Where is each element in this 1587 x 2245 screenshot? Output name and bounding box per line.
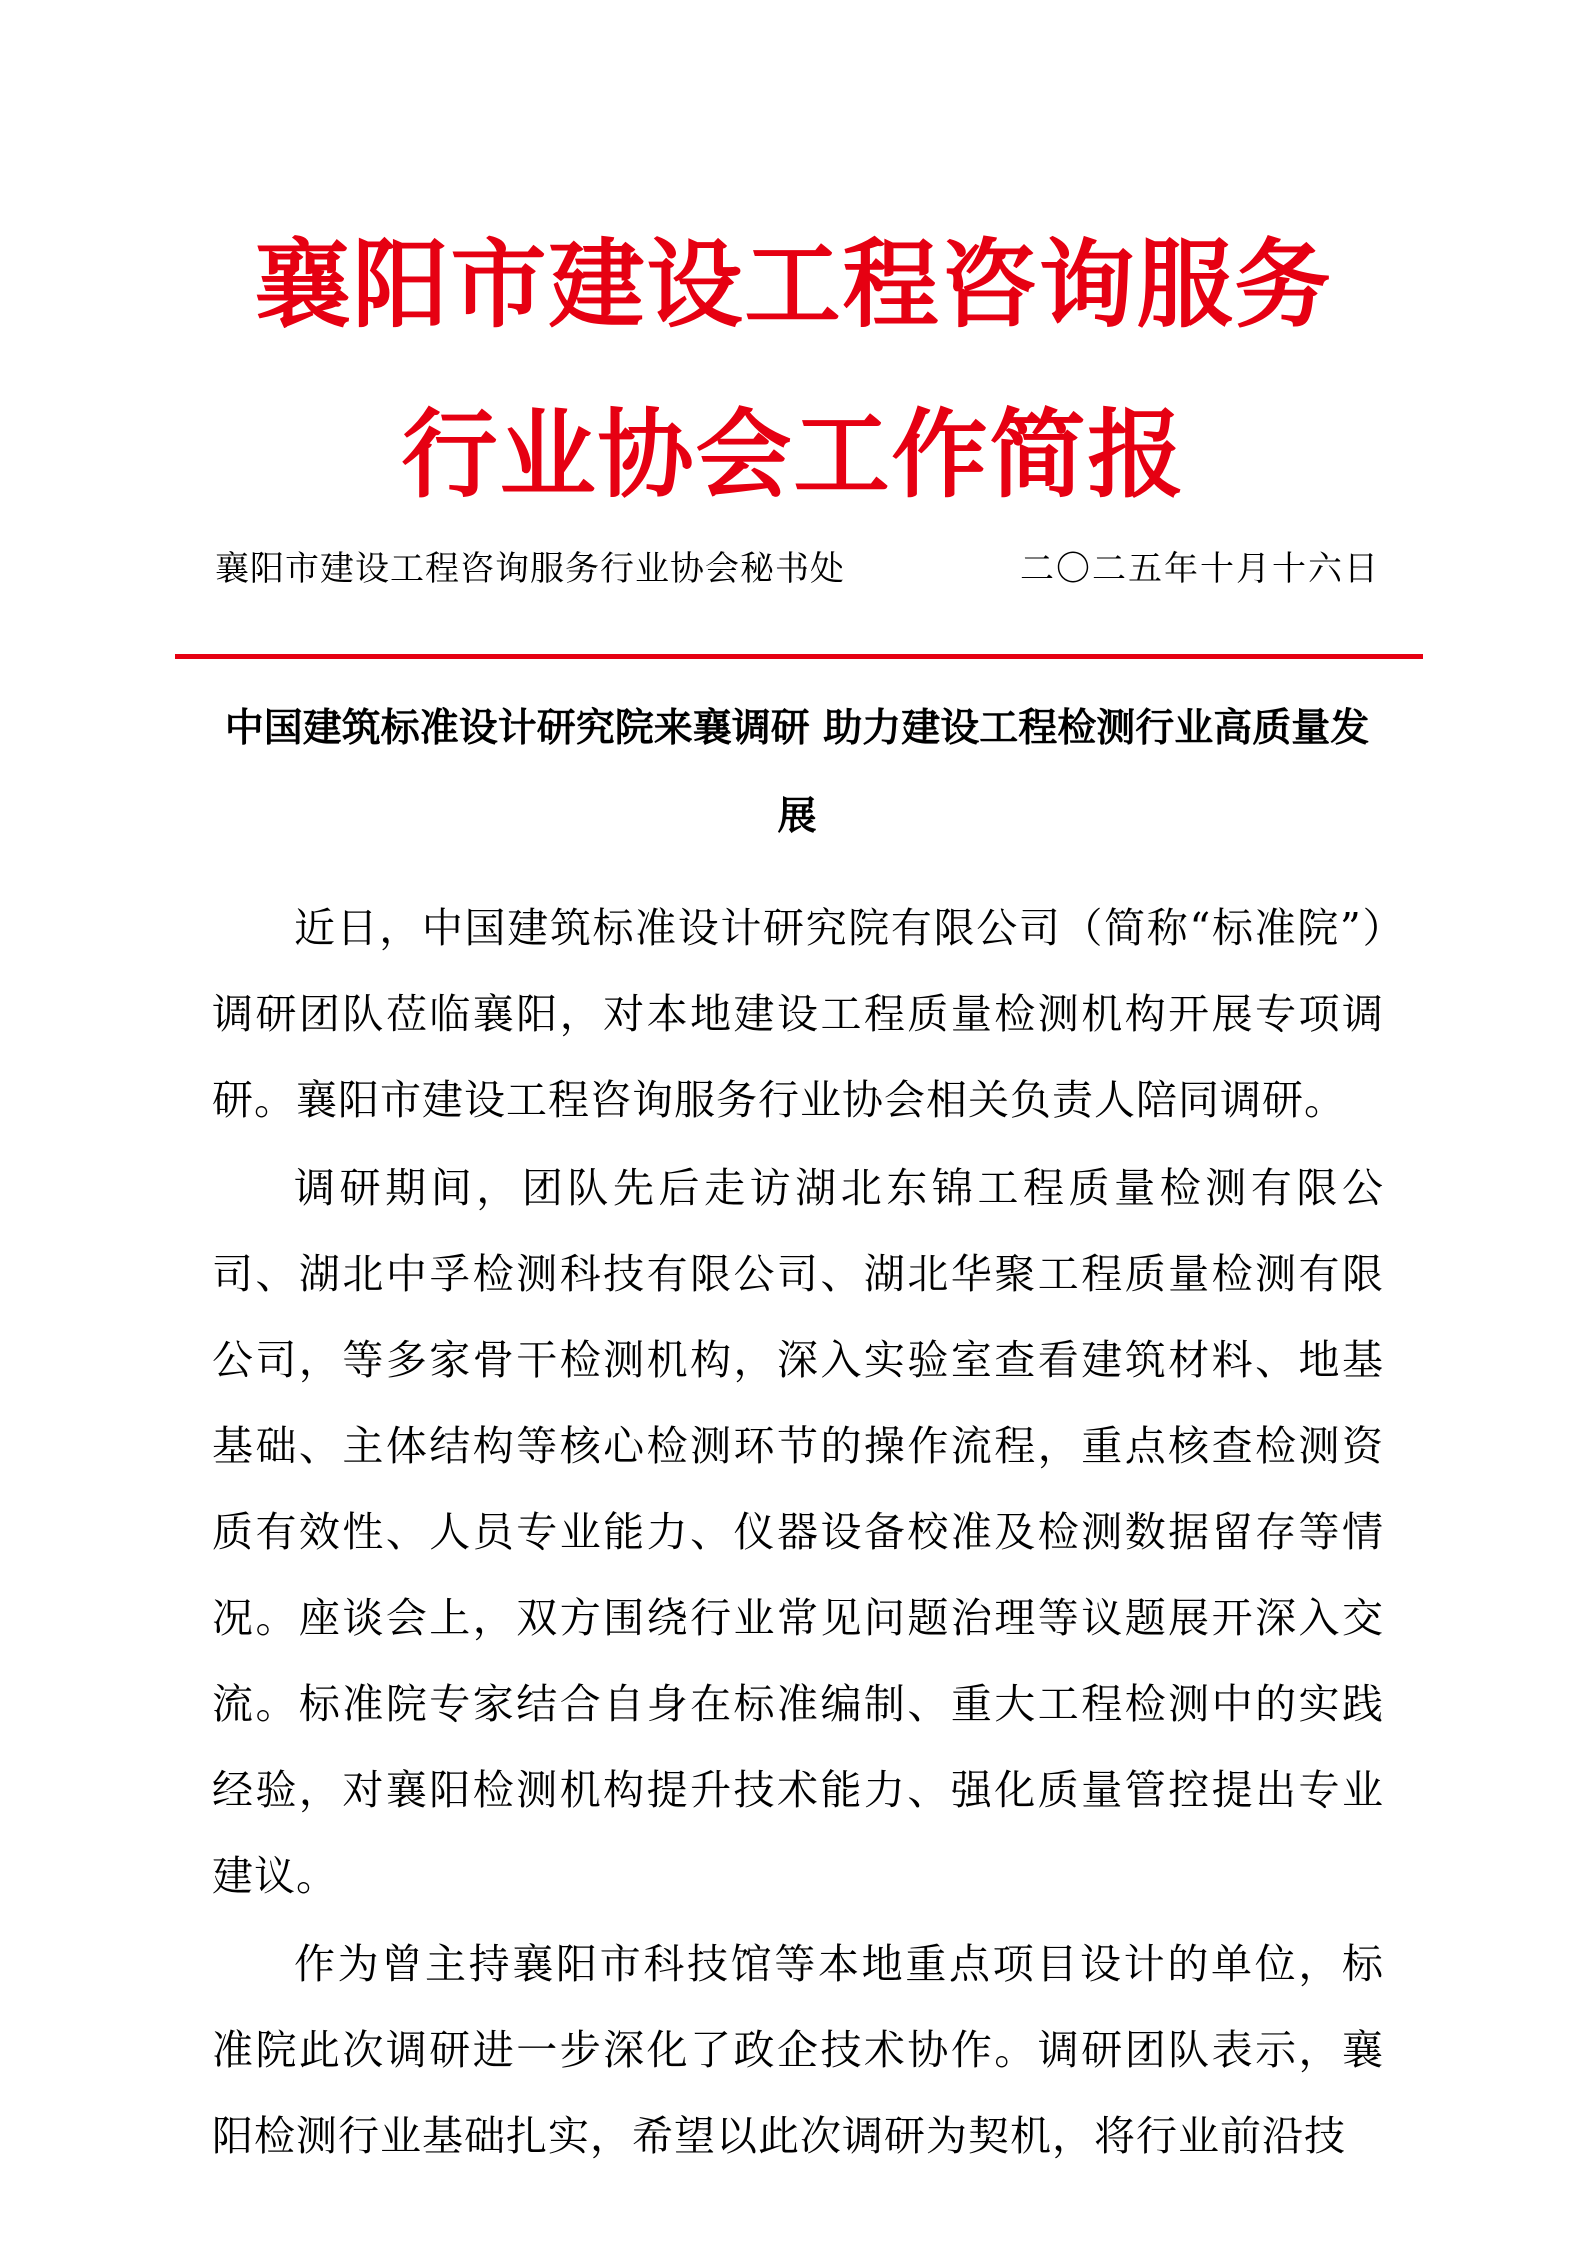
red-divider [175,654,1423,659]
article-body [212,885,1384,2181]
issuer-line [215,543,1380,595]
paragraph: 作为曾主持襄阳市科技馆等本地重点项目设计的单位，标准院此次调研进一步深化了政企技术协作。调研团队表示，襄阳检测行业基础扎实，希望以此次调研为契机，将行业前沿技 [212,1940,1384,2160]
paragraph: 调研期间，团队先后走访湖北东锦工程质量检测有限公司、湖北中孚检测科技有限公司、湖北华聚工程质量检测有限公司，等多家骨干检测机构，深入实验室查看建筑材料、地基基础、主体结构等核心检测环节的操作流程，重点核查检测资质有效性、人员专业能力、仪器设备校准及检测数据留存等情况。座谈会上，双方围绕行业常见问题治理等议题展开深入交流。标准院专家结合自身在标准编制、重大工程检测中的实践经验，对襄阳检测机构提升技术能力、强化质量管控提出专业建议。 [212,1164,1384,1900]
issue-date: 二〇二五年十月十六日 [1020,549,1380,589]
article-title: 中国建筑标准设计研究院来襄调研 助力建设工程检测行业高质量发展 [224,706,1370,839]
masthead-title-line-1: 襄阳市建设工程咨询服务 [254,229,1333,341]
paragraph: 近日，中国建筑标准设计研究院有限公司（简称“标准院”）调研团队莅临襄阳，对本地建设工程质量检测机构开展专项调研。襄阳市建设工程咨询服务行业协会相关负责人陪同调研。 [212,904,1384,1124]
masthead-title-line-2: 行业协会工作简报 [401,399,1186,511]
issuer-name: 襄阳市建设工程咨询服务行业协会秘书处 [215,549,845,589]
